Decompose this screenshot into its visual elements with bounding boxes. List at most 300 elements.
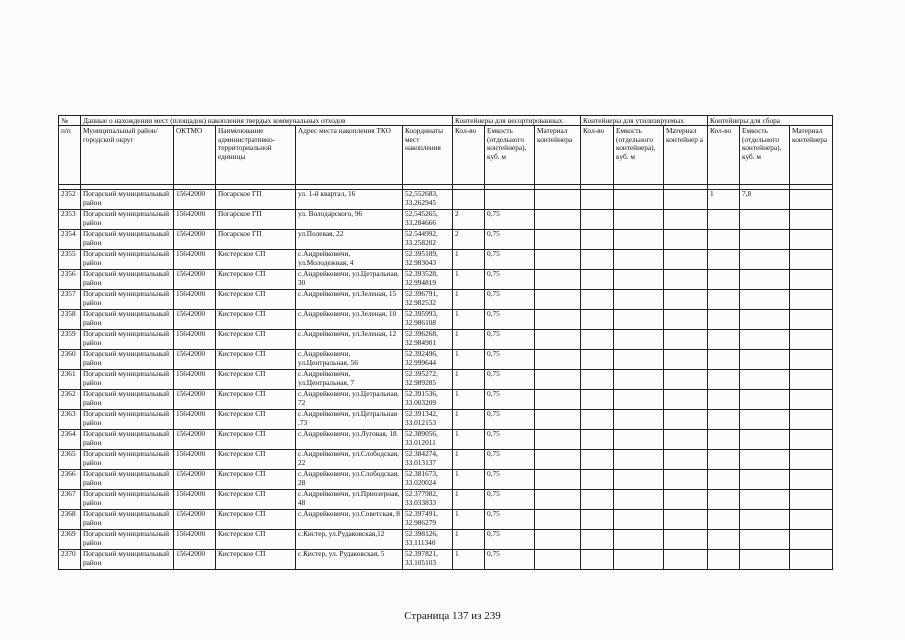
col-header-oktmo: ОКТМО — [174, 126, 216, 185]
row-collect-count: 1 — [708, 190, 740, 210]
row-collect-count — [708, 450, 740, 470]
row-recycle-material — [664, 410, 708, 430]
row-unit: Кистерское СП — [216, 550, 296, 570]
row-collect-count — [708, 210, 740, 230]
row-district: Погарский муниципальный район — [81, 350, 174, 370]
row-unsorted-count: 1 — [453, 350, 485, 370]
row-collect-material — [790, 230, 833, 250]
row-unit: Кистерское СП — [216, 290, 296, 310]
row-recycle-count — [581, 390, 614, 410]
row-oktmo: 15642000 — [174, 430, 216, 450]
row-recycle-material — [664, 470, 708, 490]
col-header-recycle-count: Кол-во — [581, 126, 614, 185]
row-coords: 52.391536, 33.003209 — [403, 390, 453, 410]
row-coords: 52.396791, 32.982532 — [403, 290, 453, 310]
row-recycle-volume — [614, 350, 664, 370]
row-unsorted-material — [535, 470, 581, 490]
row-unsorted-volume: 0,75 — [485, 210, 535, 230]
row-unit: Кистерское СП — [216, 270, 296, 290]
row-collect-material — [790, 290, 833, 310]
row-unsorted-count — [453, 190, 485, 210]
row-district: Погарский муниципальный район — [81, 490, 174, 510]
row-recycle-material — [664, 430, 708, 450]
row-collect-material — [790, 470, 833, 490]
row-address: с.Андрейковичи, ул.Цетральная, 72 — [296, 390, 403, 410]
row-unsorted-material — [535, 530, 581, 550]
row-unsorted-material — [535, 330, 581, 350]
row-collect-volume — [740, 470, 790, 490]
row-address: с.Андрейковичи, ул.Центральная, 7 — [296, 370, 403, 390]
row-address: с.Кистер, ул. Рудаковская, 5 — [296, 550, 403, 570]
row-collect-count — [708, 310, 740, 330]
table-row — [59, 550, 833, 570]
row-collect-count — [708, 430, 740, 450]
table-row — [59, 210, 833, 230]
row-unsorted-material — [535, 430, 581, 450]
row-address: с.Андрейковичи, ул.Советская, 8 — [296, 510, 403, 530]
col-number-header: № — [59, 116, 81, 126]
row-collect-count — [708, 390, 740, 410]
row-unsorted-volume: 0,75 — [485, 330, 535, 350]
row-collect-count — [708, 370, 740, 390]
row-district: Погарский муниципальный район — [81, 330, 174, 350]
row-recycle-material — [664, 270, 708, 290]
row-collect-count — [708, 270, 740, 290]
registry-table — [58, 115, 833, 570]
row-oktmo: 15642000 — [174, 310, 216, 330]
row-address: ул. 1-й квартал, 16 — [296, 190, 403, 210]
row-address: с.Андрейковичи, ул.Зеленая, 10 — [296, 310, 403, 330]
row-unsorted-volume: 0,75 — [485, 410, 535, 430]
col-header-num: п/п — [59, 126, 81, 185]
row-unsorted-count: 1 — [453, 390, 485, 410]
row-unsorted-material — [535, 210, 581, 230]
row-collect-count — [708, 470, 740, 490]
row-number: 2354 — [59, 230, 81, 250]
row-coords: 52.395993, 32.986108 — [403, 310, 453, 330]
row-address: с.Андрейковичи, ул.Цетральная, 30 — [296, 270, 403, 290]
row-oktmo: 15642000 — [174, 250, 216, 270]
row-recycle-count — [581, 450, 614, 470]
row-recycle-material — [664, 390, 708, 410]
row-unsorted-count: 1 — [453, 410, 485, 430]
row-coords: 52.396268, 32.984901 — [403, 330, 453, 350]
row-collect-volume — [740, 550, 790, 570]
row-unit: Кистерское СП — [216, 410, 296, 430]
row-district: Погарский муниципальный район — [81, 390, 174, 410]
row-recycle-material — [664, 450, 708, 470]
row-collect-volume — [740, 370, 790, 390]
row-recycle-volume — [614, 450, 664, 470]
row-unsorted-volume: 0,75 — [485, 550, 535, 570]
row-unsorted-volume: 0,75 — [485, 450, 535, 470]
row-coords: 52.377982, 33.033833 — [403, 490, 453, 510]
table-row — [59, 430, 833, 450]
row-collect-material — [790, 270, 833, 290]
row-address: с.Андрейковичи, ул.Слободская, 22 — [296, 450, 403, 470]
row-unit: Кистерское СП — [216, 370, 296, 390]
row-unit: Кистерское СП — [216, 250, 296, 270]
row-unit: Кистерское СП — [216, 530, 296, 550]
row-unsorted-count: 1 — [453, 330, 485, 350]
row-unsorted-count: 2 — [453, 210, 485, 230]
row-collect-volume — [740, 390, 790, 410]
row-oktmo: 15642000 — [174, 370, 216, 390]
row-collect-count — [708, 530, 740, 550]
row-unsorted-count: 1 — [453, 550, 485, 570]
row-collect-volume — [740, 290, 790, 310]
row-oktmo: 15642000 — [174, 530, 216, 550]
row-recycle-count — [581, 210, 614, 230]
row-collect-volume — [740, 330, 790, 350]
row-recycle-volume — [614, 270, 664, 290]
row-coords: 52.392496, 32.999644 — [403, 350, 453, 370]
row-recycle-volume — [614, 310, 664, 330]
row-recycle-volume — [614, 530, 664, 550]
row-unsorted-count: 1 — [453, 490, 485, 510]
row-unit: Кистерское СП — [216, 430, 296, 450]
table-row — [59, 330, 833, 350]
row-recycle-material — [664, 350, 708, 370]
row-district: Погарский муниципальный район — [81, 410, 174, 430]
row-recycle-volume — [614, 370, 664, 390]
row-oktmo: 15642000 — [174, 290, 216, 310]
row-recycle-material — [664, 250, 708, 270]
row-recycle-volume — [614, 550, 664, 570]
col-header-unsorted-count: Кол-во — [453, 126, 485, 185]
row-recycle-volume — [614, 250, 664, 270]
row-unsorted-count: 1 — [453, 250, 485, 270]
row-collect-volume — [740, 250, 790, 270]
col-header-recycle-volume: Емкость (отдельного контейнера), куб. м — [614, 126, 664, 185]
row-recycle-material — [664, 210, 708, 230]
row-unit: Погарское ГП — [216, 230, 296, 250]
row-collect-count — [708, 290, 740, 310]
row-address: с.Андрейковичи, ул.Приозерная, 48 — [296, 490, 403, 510]
table-row — [59, 470, 833, 490]
row-collect-material — [790, 530, 833, 550]
row-coords: 52,552683, 33,262945 — [403, 190, 453, 210]
row-unsorted-volume: 0,75 — [485, 350, 535, 370]
row-unit: Погарское ГП — [216, 190, 296, 210]
row-coords: 52.381673, 33.020024 — [403, 470, 453, 490]
row-recycle-volume — [614, 330, 664, 350]
row-recycle-material — [664, 490, 708, 510]
row-collect-volume — [740, 210, 790, 230]
row-district: Погарский муниципальный район — [81, 470, 174, 490]
row-unsorted-count: 2 — [453, 230, 485, 250]
row-collect-volume — [740, 530, 790, 550]
row-collect-volume — [740, 510, 790, 530]
col-header-unit: Наименование административно-территориальной единицы — [216, 126, 296, 185]
row-recycle-count — [581, 410, 614, 430]
row-recycle-volume — [614, 510, 664, 530]
row-address: с.Андрейковичи, ул.Центральная, 56 — [296, 350, 403, 370]
row-number: 2362 — [59, 390, 81, 410]
table-row — [59, 230, 833, 250]
row-recycle-volume — [614, 430, 664, 450]
table-row — [59, 270, 833, 290]
row-unit: Кистерское СП — [216, 490, 296, 510]
table-row — [59, 310, 833, 330]
row-unsorted-material — [535, 270, 581, 290]
row-unsorted-volume: 0,75 — [485, 270, 535, 290]
row-unsorted-volume: 0,75 — [485, 250, 535, 270]
row-unit: Кистерское СП — [216, 310, 296, 330]
row-unsorted-volume: 0,75 — [485, 230, 535, 250]
row-unsorted-volume: 0,75 — [485, 470, 535, 490]
group-header-recycle: Контейнеры для утилизируемых — [581, 116, 708, 126]
row-unsorted-count: 1 — [453, 450, 485, 470]
row-district: Погарский муниципальный район — [81, 430, 174, 450]
row-district: Погарский муниципальный район — [81, 530, 174, 550]
row-recycle-volume — [614, 230, 664, 250]
row-collect-material — [790, 210, 833, 230]
row-district: Погарский муниципальный район — [81, 290, 174, 310]
row-collect-material — [790, 410, 833, 430]
row-oktmo: 15642000 — [174, 270, 216, 290]
row-unit: Кистерское СП — [216, 330, 296, 350]
table-row — [59, 450, 833, 470]
row-unsorted-count: 1 — [453, 370, 485, 390]
row-number: 2365 — [59, 450, 81, 470]
table-row — [59, 410, 833, 430]
row-collect-material — [790, 390, 833, 410]
row-number: 2356 — [59, 270, 81, 290]
row-coords: 52.397491, 32.986279 — [403, 510, 453, 530]
row-district: Погарский муниципальный район — [81, 370, 174, 390]
row-unsorted-volume — [485, 190, 535, 210]
row-recycle-count — [581, 270, 614, 290]
row-oktmo: 15642000 — [174, 350, 216, 370]
row-recycle-material — [664, 530, 708, 550]
row-coords: 52,545265, 33,284666 — [403, 210, 453, 230]
row-collect-volume — [740, 430, 790, 450]
row-recycle-material — [664, 550, 708, 570]
row-district: Погарский муниципальный район — [81, 190, 174, 210]
row-number: 2361 — [59, 370, 81, 390]
row-collect-count — [708, 350, 740, 370]
row-recycle-count — [581, 550, 614, 570]
row-district: Погарский муниципальный район — [81, 270, 174, 290]
row-unsorted-count: 1 — [453, 430, 485, 450]
row-number: 2364 — [59, 430, 81, 450]
row-unsorted-volume: 0,75 — [485, 530, 535, 550]
row-oktmo: 15642000 — [174, 510, 216, 530]
row-unsorted-material — [535, 370, 581, 390]
row-number: 2368 — [59, 510, 81, 530]
row-unsorted-count: 1 — [453, 270, 485, 290]
row-collect-count — [708, 490, 740, 510]
table-row — [59, 350, 833, 370]
row-collect-volume — [740, 310, 790, 330]
row-collect-count — [708, 230, 740, 250]
row-collect-volume: 7,8 — [740, 190, 790, 210]
row-number: 2357 — [59, 290, 81, 310]
row-recycle-count — [581, 250, 614, 270]
row-collect-volume — [740, 410, 790, 430]
row-collect-material — [790, 550, 833, 570]
row-unit: Кистерское СП — [216, 350, 296, 370]
row-unsorted-material — [535, 490, 581, 510]
row-address: с.Андрейковичи, ул.Цетральная ,73 — [296, 410, 403, 430]
table-row — [59, 510, 833, 530]
row-collect-volume — [740, 230, 790, 250]
row-unsorted-volume: 0,75 — [485, 370, 535, 390]
row-oktmo: 15642000 — [174, 210, 216, 230]
row-unsorted-material — [535, 190, 581, 210]
header-row-groups — [59, 116, 833, 126]
row-coords: 52.391342, 33.012153 — [403, 410, 453, 430]
row-recycle-count — [581, 430, 614, 450]
row-number: 2363 — [59, 410, 81, 430]
col-header-unsorted-material: Материал контейнера — [535, 126, 581, 185]
row-recycle-count — [581, 470, 614, 490]
row-number: 2370 — [59, 550, 81, 570]
row-unsorted-count: 1 — [453, 530, 485, 550]
row-coords: 52.398126, 33.111340 — [403, 530, 453, 550]
row-recycle-count — [581, 510, 614, 530]
row-collect-material — [790, 250, 833, 270]
row-address: с.Андрейковичи, ул.Зеленая, 12 — [296, 330, 403, 350]
row-recycle-volume — [614, 290, 664, 310]
table-row — [59, 290, 833, 310]
row-address: с.Андрейковичи, ул.Зеленая, 15 — [296, 290, 403, 310]
row-coords: 52.384274, 33.013137 — [403, 450, 453, 470]
row-unsorted-material — [535, 290, 581, 310]
row-unsorted-count: 1 — [453, 290, 485, 310]
table-row — [59, 530, 833, 550]
row-unsorted-volume: 0,75 — [485, 430, 535, 450]
row-collect-volume — [740, 450, 790, 470]
row-unsorted-count: 1 — [453, 470, 485, 490]
row-coords: 52.395189, 32.983043 — [403, 250, 453, 270]
row-coords: 52.389056, 33.012011 — [403, 430, 453, 450]
row-district: Погарский муниципальный район — [81, 510, 174, 530]
row-coords: 52.544992, 33.258202 — [403, 230, 453, 250]
group-header-location: Данные о нахождении мест (площадок) накопления твердых коммунальных отходов — [81, 116, 453, 126]
row-unit: Погарское ГП — [216, 210, 296, 230]
group-header-unsorted: Контейнеры для несортированных — [453, 116, 581, 126]
row-collect-material — [790, 370, 833, 390]
row-address: с.Кистер, ул.Рудаковская,12 — [296, 530, 403, 550]
row-coords: 52.397821, 33.105103 — [403, 550, 453, 570]
row-recycle-volume — [614, 470, 664, 490]
col-header-coords: Координаты мест накопления — [403, 126, 453, 185]
row-unit: Кистерское СП — [216, 390, 296, 410]
row-recycle-count — [581, 310, 614, 330]
row-recycle-volume — [614, 190, 664, 210]
header-row-columns — [59, 126, 833, 185]
row-number: 2353 — [59, 210, 81, 230]
table-row — [59, 370, 833, 390]
row-address: с.Андрейковичи, ул.Слободская, 28 — [296, 470, 403, 490]
row-collect-volume — [740, 270, 790, 290]
row-unit: Кистерское СП — [216, 450, 296, 470]
row-recycle-count — [581, 490, 614, 510]
row-district: Погарский муниципальный район — [81, 250, 174, 270]
row-recycle-material — [664, 310, 708, 330]
row-district: Погарский муниципальный район — [81, 210, 174, 230]
row-number: 2360 — [59, 350, 81, 370]
row-recycle-material — [664, 510, 708, 530]
row-recycle-count — [581, 370, 614, 390]
row-unit: Кистерское СП — [216, 510, 296, 530]
table-row — [59, 250, 833, 270]
group-header-collect: Контейнеры для сбора — [708, 116, 833, 126]
row-address: с.Андрейковичи, ул.Молодежная, 4 — [296, 250, 403, 270]
row-collect-material — [790, 190, 833, 210]
row-recycle-count — [581, 230, 614, 250]
row-unsorted-count: 1 — [453, 510, 485, 530]
row-number: 2358 — [59, 310, 81, 330]
row-oktmo: 15642000 — [174, 550, 216, 570]
row-unsorted-material — [535, 550, 581, 570]
row-collect-volume — [740, 350, 790, 370]
row-unsorted-volume: 0,75 — [485, 510, 535, 530]
row-collect-volume — [740, 490, 790, 510]
row-recycle-volume — [614, 210, 664, 230]
table-row — [59, 190, 833, 210]
row-oktmo: 15642000 — [174, 330, 216, 350]
row-recycle-volume — [614, 410, 664, 430]
row-recycle-volume — [614, 390, 664, 410]
row-district: Погарский муниципальный район — [81, 550, 174, 570]
row-address: ул.Полевая, 22 — [296, 230, 403, 250]
row-recycle-count — [581, 330, 614, 350]
row-collect-material — [790, 510, 833, 530]
col-header-collect-volume: Емкость (отдельного контейнера), куб. м — [740, 126, 790, 185]
row-collect-material — [790, 350, 833, 370]
row-recycle-count — [581, 290, 614, 310]
row-unsorted-material — [535, 230, 581, 250]
col-header-unsorted-volume: Емкость (отдельного контейнера), куб. м — [485, 126, 535, 185]
row-unsorted-material — [535, 390, 581, 410]
row-collect-count — [708, 330, 740, 350]
row-unsorted-volume: 0,75 — [485, 290, 535, 310]
col-header-address: Адрес места накопления ТКО — [296, 126, 403, 185]
row-recycle-material — [664, 330, 708, 350]
row-oktmo: 15642000 — [174, 450, 216, 470]
row-collect-count — [708, 250, 740, 270]
row-number: 2352 — [59, 190, 81, 210]
row-number: 2355 — [59, 250, 81, 270]
row-recycle-count — [581, 190, 614, 210]
row-unsorted-material — [535, 450, 581, 470]
row-recycle-count — [581, 530, 614, 550]
col-header-collect-material: Материал контейнера — [790, 126, 833, 185]
row-unsorted-material — [535, 310, 581, 330]
row-unsorted-material — [535, 250, 581, 270]
row-district: Погарский муниципальный район — [81, 450, 174, 470]
row-number: 2367 — [59, 490, 81, 510]
row-collect-material — [790, 330, 833, 350]
row-coords: 52.395272, 32.989285 — [403, 370, 453, 390]
row-unsorted-material — [535, 350, 581, 370]
row-recycle-material — [664, 370, 708, 390]
row-district: Погарский муниципальный район — [81, 310, 174, 330]
row-number: 2366 — [59, 470, 81, 490]
row-oktmo: 15642000 — [174, 230, 216, 250]
row-oktmo: 15642000 — [174, 490, 216, 510]
col-header-district: Муниципальный район/городской округ — [81, 126, 174, 185]
row-oktmo: 15642000 — [174, 410, 216, 430]
row-collect-material — [790, 450, 833, 470]
table-body — [59, 190, 833, 570]
row-unit: Кистерское СП — [216, 470, 296, 490]
row-coords: 52.393528, 32.994819 — [403, 270, 453, 290]
row-unsorted-volume: 0,75 — [485, 310, 535, 330]
